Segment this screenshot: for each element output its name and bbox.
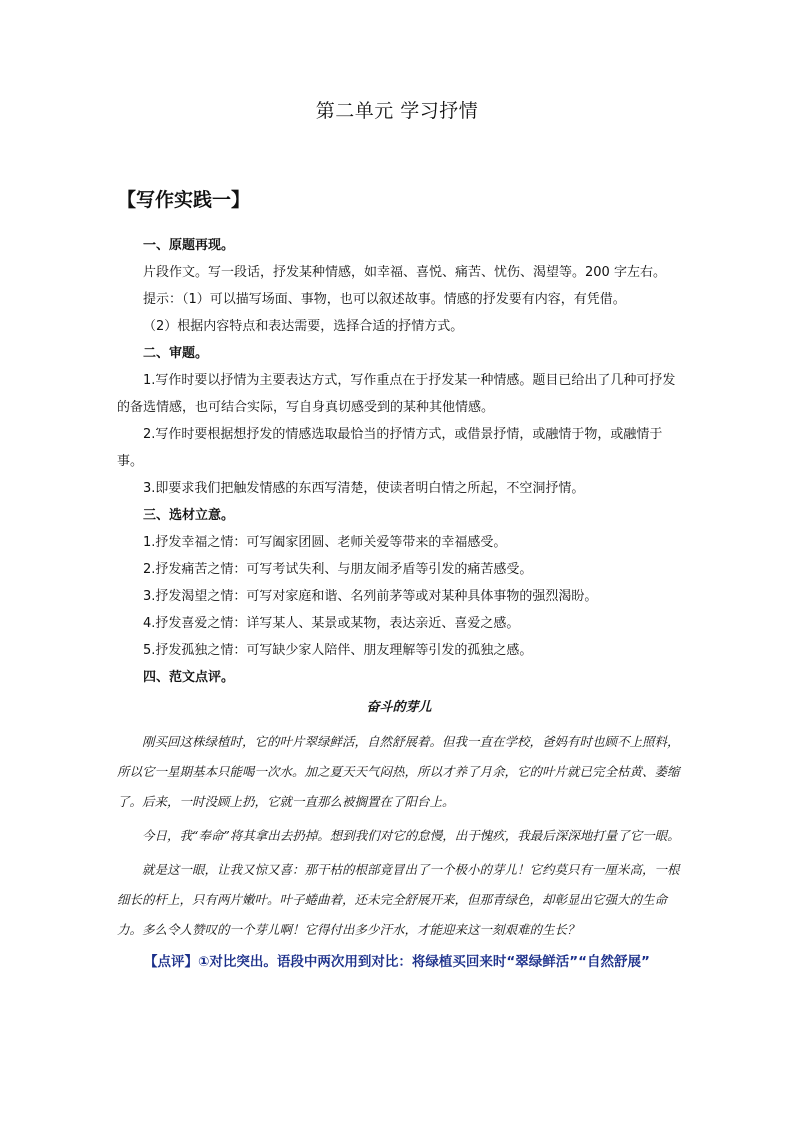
comment-tag: 【点评】 — [144, 954, 198, 970]
page-title: 第二单元 学习抒情 — [315, 100, 479, 122]
analysis-item: 2.写作时要根据想抒发的情感选取最恰当的抒情方式，或借景抒情，或融情于物，或融情于事。 — [117, 427, 663, 469]
hint-1: 提示：（1）可以描写场面、事物，也可以叙述故事。情感的抒发要有内容，有凭借。 — [143, 292, 626, 307]
analysis-item: 3.即要求我们把触发情感的东西写清楚，使读者明白情之所起，不空洞抒情。 — [143, 481, 585, 496]
material-item: 5.抒发孤独之情：可写缺少家人陪伴、朋友理解等引发的孤独之感。 — [143, 643, 533, 658]
heading-sample: 四、范文点评。 — [143, 670, 235, 685]
sample-essay — [117, 693, 681, 945]
material-item: 3.抒发渴望之情：可写对家庭和谐、名列前茅等或对某种具体事物的强烈渴盼。 — [143, 589, 598, 604]
material-item: 1.抒发幸福之情：可写阖家团圆、老师关爱等带来的幸福感受。 — [143, 535, 507, 550]
heading-material: 三、选材立意。 — [143, 508, 235, 523]
comment — [117, 949, 681, 976]
heading-analysis: 二、审题。 — [143, 346, 209, 361]
essay-paragraph: 就是这一眼，让我又惊又喜：那干枯的根部竟冒出了一个极小的芽儿！它约莫只有一厘米高，一根细长的杆上，只有两片嫩叶。叶子蜷曲着，还未完全舒展开来，但那青绿色，却彰显出它强大的生命力。多么令人赞叹的一个芽儿啊！它得付出多少汗水，才能迎来这一刻艰难的生长？ — [117, 862, 680, 937]
essay-title: 奋斗的芽儿 — [366, 700, 432, 715]
analysis-item: 1.写作时要以抒情为主要表达方式，写作重点在于抒发某一种情感。题目已给出了几种可抒发的备选情感，也可结合实际，写自身真切感受到的某种其他情感。 — [117, 373, 676, 415]
hint-2: （2）根据内容特点和表达需要，选择合适的抒情方式。 — [143, 319, 464, 334]
comment-text: ①对比突出。语段中两次用到对比：将绿植买回来时“翠绿鲜活”“自然舒展” — [198, 954, 650, 970]
heading-original-question: 一、原题再现。 — [143, 238, 235, 253]
document-body — [117, 232, 681, 976]
section-heading: 【写作实践一】 — [117, 189, 251, 211]
question-text: 片段作文。写一段话，抒发某种情感，如幸福、喜悦、痛苦、忧伤、渴望等。200 字左右。 — [143, 265, 666, 280]
material-item: 4.抒发喜爱之情：详写某人、某景或某物，表达亲近、喜爱之感。 — [143, 616, 520, 631]
essay-paragraph: 今日，我“奉命”将其拿出去扔掉。想到我们对它的怠慢，出于愧疚，我最后深深地打量了它一眼。 — [142, 828, 680, 843]
material-item: 2.抒发痛苦之情：可写考试失利、与朋友闹矛盾等引发的痛苦感受。 — [143, 562, 533, 577]
essay-paragraph: 刚买回这株绿植时，它的叶片翠绿鲜活，自然舒展着。但我一直在学校，爸妈有时也顾不上照料，所以它一星期基本只能喝一次水。加之夏天天气闷热，所以才养了月余，它的叶片就已完全枯黄、萎缩了。后来，一时没顾上扔，它就一直那么被搁置在了阳台上。 — [117, 734, 680, 809]
